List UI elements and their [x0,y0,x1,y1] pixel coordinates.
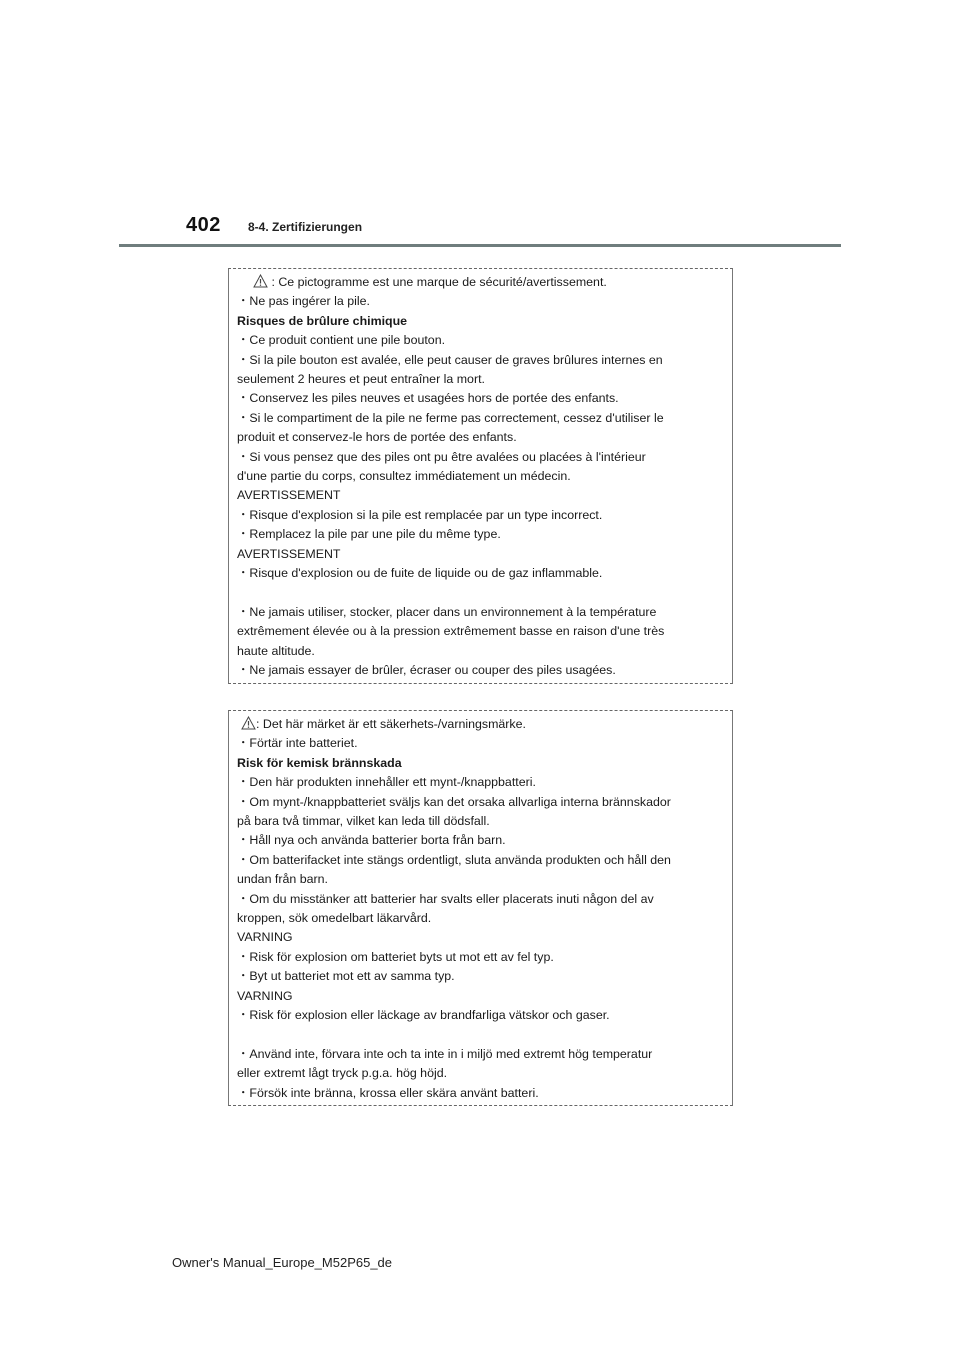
notice-heading: Risk för kemisk brännskada [237,755,402,770]
notice-line: ・Håll nya och använda batterier borta från barn. [237,833,506,848]
notice-line: kroppen, sök omedelbart läkarvård. [237,911,432,926]
notice-line: produit et conservez-le hors de portée des enfants. [237,430,517,445]
page-number: 402 [186,214,221,236]
notice-line: ・Conservez les piles neuves et usagées hors de portée des enfants. [237,391,619,406]
notice-line: ・Si la pile bouton est avalée, elle peut causer de graves brûlures internes en [237,352,663,367]
notice-line: ・Förtär inte batteriet. [237,736,358,751]
footer-document-id: Owner's Manual_Europe_M52P65_de [172,1255,393,1270]
notice-line: ・Ne pas ingérer la pile. [237,294,370,309]
notice-line: ・Ne jamais essayer de brûler, écraser ou couper des piles usagées. [237,663,616,678]
notice-line: eller extremt lågt tryck p.g.a. hög höjd. [237,1066,448,1081]
warning-triangle-icon [253,274,268,288]
notice-line: undan från barn. [237,872,328,887]
notice-line: på bara två timmar, vilket kan leda till dödsfall. [237,814,490,829]
notice-line: ・Om du misstänker att batterier har svalts eller placerats inuti någon del av [237,891,654,906]
notice-heading: Risques de brûlure chimique [237,313,408,328]
header-divider [119,244,841,247]
section-title: 8-4. Zertifizierungen [248,220,363,234]
notice-heading: AVERTISSEMENT [237,546,341,561]
notice-box-french [228,268,733,684]
notice-line: ・Om batterifacket inte stängs ordentligt, sluta använda produkten och håll den [237,852,671,867]
notice-line: ・Risque d'explosion si la pile est remplacée par un type incorrect. [237,507,603,522]
notice-line: extrêmement élevée ou à la pression extrêmement basse en raison d'une très [237,624,665,639]
notice-line: ・Ce produit contient une pile bouton. [237,333,446,348]
notice-line: ・Risk för explosion om batteriet byts ut mot ett av fel typ. [237,949,554,964]
notice-line: ・Remplacez la pile par une pile du même type. [237,527,501,542]
notice-heading: AVERTISSEMENT [237,488,341,503]
notice-line: ・Si le compartiment de la pile ne ferme pas correctement, cessez d'utiliser le [237,410,664,425]
notice-heading: VARNING [237,988,293,1003]
notice-line: ・Si vous pensez que des piles ont pu être avalées ou placées à l'intérieur [237,449,646,464]
notice-line: ・Byt ut batteriet mot ett av samma typ. [237,969,455,984]
notice-line-warning-symbol: : Det här märket är ett säkerhets-/varningsmärke. [237,715,724,734]
warning-triangle-icon [241,716,256,730]
notice-line: haute altitude. [237,643,315,658]
notice-line: ・Försök inte bränna, krossa eller skära använt batteri. [237,1085,539,1100]
notice-line: ・Ne jamais utiliser, stocker, placer dans un environnement à la température [237,604,657,619]
notice-line: ・Risk för explosion eller läckage av brandfarliga vätskor och gaser. [237,1008,610,1023]
notice-box-swedish [228,710,733,1106]
notice-line: ・Använd inte, förvara inte och ta inte in i miljö med extremt hög temperatur [237,1046,653,1061]
notice-line: seulement 2 heures et peut entraîner la mort. [237,372,485,387]
notice-line: ・Om mynt-/knappbatteriet sväljs kan det orsaka allvarliga interna brännskador [237,794,671,809]
notice-heading: VARNING [237,930,293,945]
notice-line: ・Risque d'explosion ou de fuite de liquide ou de gaz inflammable. [237,566,603,581]
notice-line: ・Den här produkten innehåller ett mynt-/knappbatteri. [237,775,536,790]
notice-line-warning-symbol: : Ce pictogramme est une marque de sécurité/avertissement. [237,273,724,292]
notice-line: d'une partie du corps, consultez immédiatement un médecin. [237,469,571,484]
